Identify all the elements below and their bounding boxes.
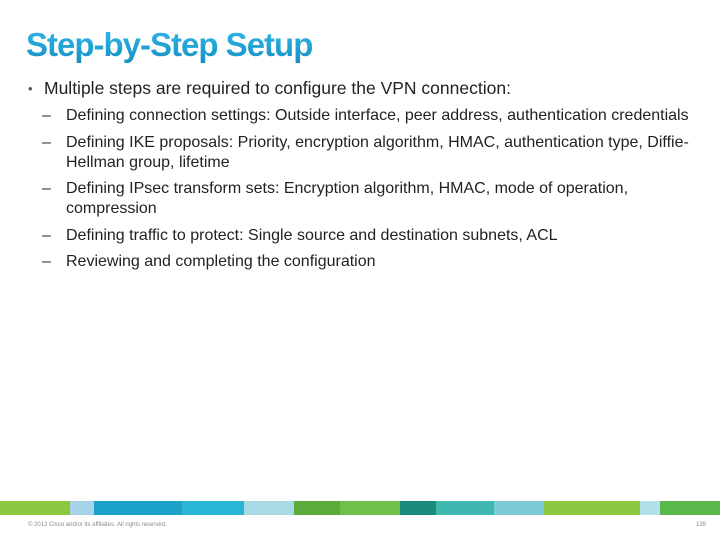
sub-bullet-text: Defining traffic to protect: Single source and destination subnets, ACL — [66, 226, 558, 244]
slide-body — [28, 76, 698, 279]
footer-bar-segment — [94, 501, 182, 515]
sub-bullet-marker: – — [42, 226, 51, 244]
sub-bullet — [42, 179, 698, 219]
slide-title: Step-by-Step Setup — [26, 26, 313, 63]
sub-bullet-text: Defining IKE proposals: Priority, encryption algorithm, HMAC, authentication type, Diffie-Hellman group, lifetime — [66, 133, 689, 171]
sub-bullet-marker: – — [42, 133, 51, 151]
sub-bullet-marker: – — [42, 253, 51, 270]
main-bullet-text: Multiple steps are required to configure the VPN connection: — [44, 78, 511, 98]
sub-bullet — [42, 133, 698, 173]
sub-bullet — [42, 226, 698, 246]
bullet-marker: • — [28, 81, 33, 96]
sub-bullet-list — [42, 106, 698, 272]
footer-bar-segment — [494, 501, 544, 515]
page-number: 139 — [695, 522, 706, 528]
footer-bar-segment — [400, 501, 436, 515]
sub-bullet-text: Defining connection settings: Outside interface, peer address, authentication credentials — [66, 107, 689, 124]
footer-bar-segment — [640, 501, 660, 515]
footer-bar-segment — [244, 501, 294, 515]
footer-bar-segment — [544, 501, 640, 515]
copyright-text: © 2012 Cisco and/or its affiliates. All rights reserved. — [28, 522, 167, 528]
footer-bar-segment — [436, 501, 494, 515]
footer-bar-segment — [70, 501, 94, 515]
sub-bullet — [42, 252, 698, 272]
footer-color-bar — [0, 501, 720, 515]
sub-bullet-text: Defining IPsec transform sets: Encryption algorithm, HMAC, mode of operation, compression — [66, 180, 629, 217]
footer-bar-segment — [660, 501, 720, 515]
footer-bar-segment — [0, 501, 70, 515]
footer-bar-segment — [182, 501, 244, 515]
sub-bullet — [42, 106, 698, 126]
sub-bullet-marker: – — [42, 180, 51, 197]
sub-bullet-marker: – — [42, 107, 51, 124]
main-bullet — [28, 76, 698, 101]
footer-bar-segment — [340, 501, 400, 515]
sub-bullet-text: Reviewing and completing the configuration — [66, 253, 376, 270]
footer-bar-segment — [294, 501, 340, 515]
